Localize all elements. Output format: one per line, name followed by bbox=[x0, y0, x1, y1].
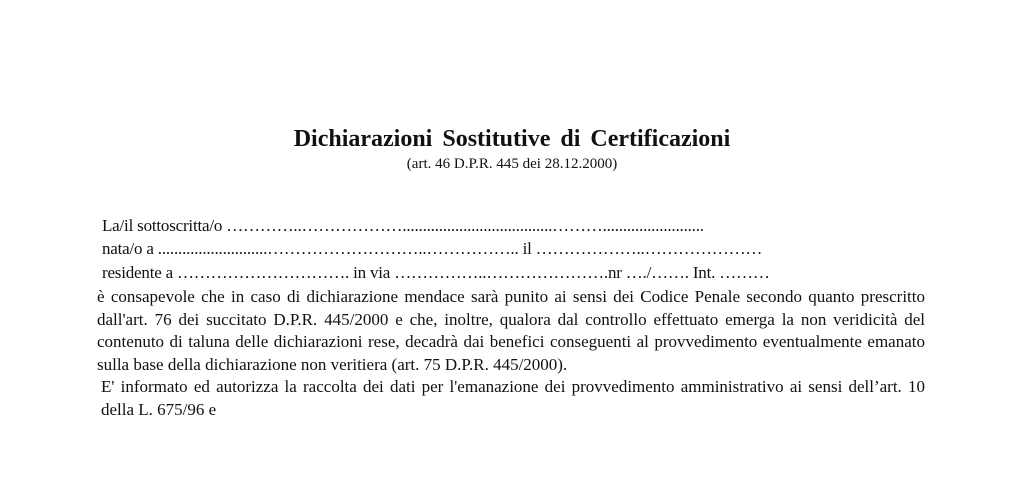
document-title: Dichiarazioni Sostitutive di Certificazioni bbox=[293, 126, 731, 152]
liability-paragraph: è consapevole che in caso di dichiarazione mendace sarà punito ai sensi dei Codice Penale secondo quanto prescritto dall'art. 76 dei succitato D.P.R. 445/2000 e che, inoltre, qualora dal controllo effettuato emerga la non veridicità del contenuto di taluna delle dichiarazioni rese, decadrà dai benefici conseguenti al provvedimento eventualmente emanato sulla base della dichiarazione non veritiera (art. 75 D.P.R. 445/2000). bbox=[97, 287, 925, 374]
declaration-body bbox=[97, 286, 925, 422]
privacy-paragraph: E' informato ed autorizza la raccolta dei dati per l'emanazione dei provvedimento amministrativo ai sensi dell’art. 10 della L. 675/96 e bbox=[101, 377, 925, 419]
document-subtitle: (art. 46 D.P.R. 445 dei 28.12.2000) bbox=[406, 156, 618, 172]
birth-info-line: nata/o a ...........................………………………..…………….. il ………………..………………… bbox=[102, 239, 763, 258]
signatory-name-line: La/il sottoscritta/o …………..……………….....................................………......................... bbox=[102, 216, 704, 235]
residence-line: residente a …………………………. in via ……………..………………….nr …./……. Int. ……… bbox=[102, 263, 770, 282]
